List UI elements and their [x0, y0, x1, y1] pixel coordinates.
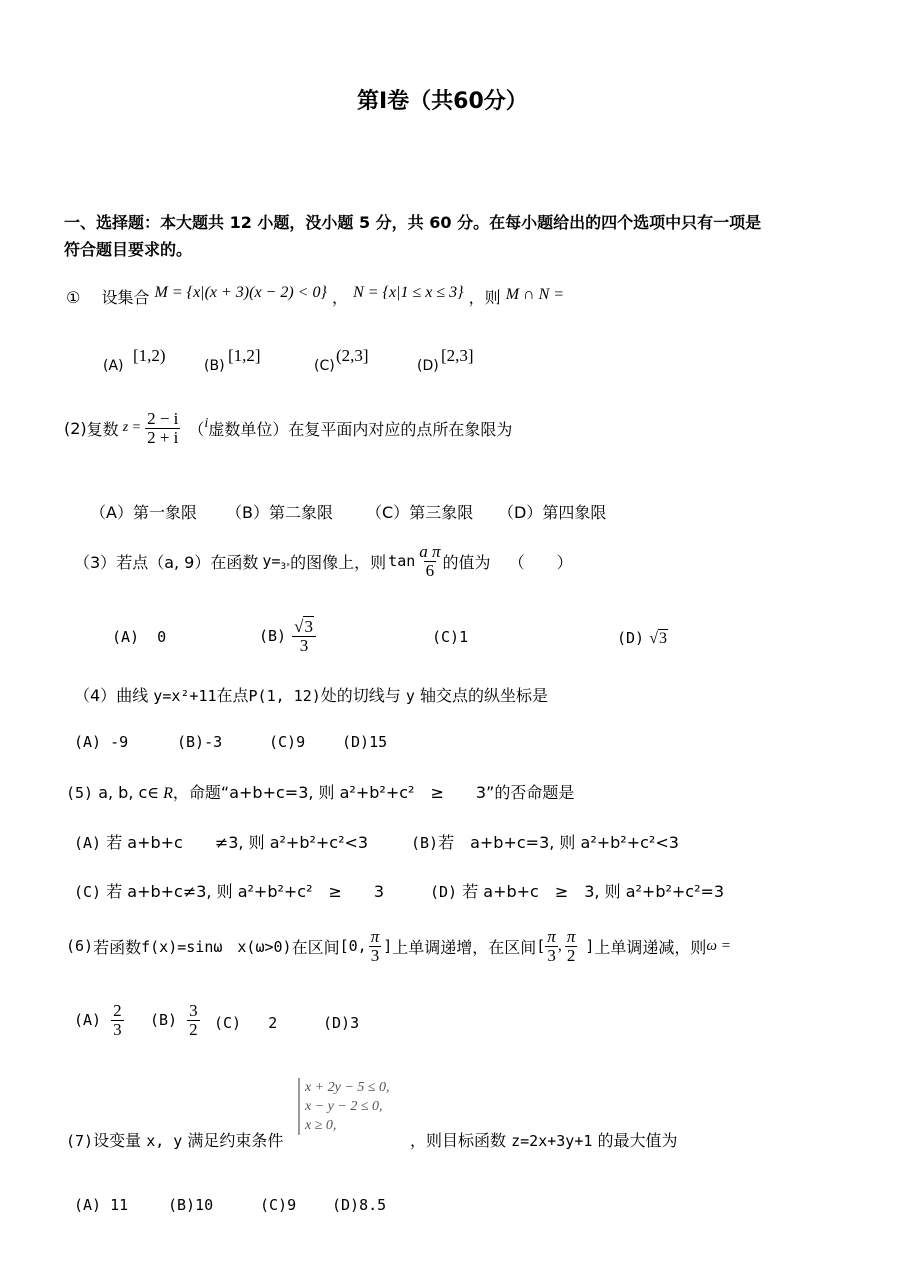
option-a: (A) 若 a+b+c ≠3, 则 a²+b²+c²<3: [74, 833, 369, 852]
option-b: (B)-3: [177, 733, 223, 751]
option-c: (C) 2: [214, 1014, 278, 1032]
fraction: $\frac{√3}{3}$: [292, 618, 316, 655]
question-text: 设集合: [101, 288, 150, 307]
option-c: (C): [314, 358, 335, 374]
function-label: y=: [262, 552, 281, 571]
curve-equation: y=x²+11: [153, 687, 217, 705]
function-subscript: 3ˣ: [280, 562, 291, 573]
set-m-expression: M = {x|(x + 3)(x − 2) < 0}: [154, 284, 327, 301]
section-heading-line1: 一、选择题：本大题共 12 小题，没小题 5 分，共 60 分。在每小题给出的四个选项中只有一项是: [64, 213, 762, 232]
question-7: (7)设变量 x, y 满足约束条件: [66, 1131, 284, 1150]
question-2: [64, 410, 512, 447]
option-c: (C)1: [432, 628, 469, 646]
fraction: $\frac{\pi}{2}$: [566, 927, 576, 965]
fraction: $\frac{\pi}{3}$: [547, 927, 556, 965]
option-d: （D）第四象限: [498, 503, 607, 522]
option-b: (B)若 a+b+c=3, 则 a²+b²+c²<3: [411, 833, 679, 852]
question-number: (2): [64, 418, 87, 438]
question-text: 复数: [86, 419, 119, 439]
question-text: （: [188, 419, 205, 439]
option-a: (A): [103, 358, 124, 374]
option-b: （B）第二象限: [226, 503, 333, 522]
option-b: (B): [204, 358, 225, 374]
option-a: （A）第一象限: [90, 503, 197, 522]
set-n-expression: N = {x|1 ≤ x ≤ 3}: [353, 284, 464, 301]
question-text: 的值为: [442, 552, 491, 572]
question-3: [74, 543, 573, 580]
option-a: (A) $\frac{2}{3}$: [74, 1001, 122, 1039]
question-number: ①: [66, 288, 81, 307]
fraction: $\frac{\pi}{3}$: [370, 927, 380, 965]
option-d: (D)15: [342, 733, 388, 751]
question-4: （4）曲线 y=x²+11在点P(1, 12)处的切线与 y 轴交点的纵坐标是: [74, 686, 549, 705]
question-text: 的图像上，则: [290, 552, 387, 572]
option-d-value: [2,3]: [441, 346, 474, 365]
intersection-expression: M ∩ N =: [505, 286, 565, 303]
option-a: (A) -9: [74, 733, 129, 751]
option-a: (A) 0: [112, 628, 167, 646]
option-a-value: [1,2): [133, 346, 166, 365]
question-1: [66, 285, 564, 308]
section-heading-line2: 符合题目要求的。: [64, 240, 193, 259]
answer-blank: （ ）: [508, 552, 573, 572]
imaginary-unit: i: [204, 416, 209, 432]
sqrt-expression: √3: [649, 630, 667, 647]
question-number: （3）: [74, 552, 117, 572]
question-6: (6) 若函数 f(x)=sinω x(ω>0) 在区间 [0, $\frac{\pi}{3}$ ] 上单调递增，在区间 [ $\frac{\pi}{3}$ , $\frac{\pi}{2}$ ] 上单调递减，则 ω =: [66, 927, 731, 965]
question-text: ，则: [468, 288, 501, 307]
option-c: （C）第三象限: [366, 503, 474, 522]
question-5: (5) a, b, c∈ R，命题“a+b+c=3, 则 a²+b²+c² ≥ 3”的否命题是: [66, 783, 575, 802]
z-symbol: z =: [122, 420, 142, 436]
option-d: (D)8.5: [332, 1196, 387, 1214]
option-c: (C)9: [260, 1196, 297, 1214]
option-d: (D) √3: [617, 629, 667, 647]
option-b: (B) $\frac{√3}{3}$: [259, 618, 316, 655]
option-b: (B)10: [168, 1196, 214, 1214]
point-label: P(1, 12): [248, 687, 321, 705]
constraint-system: x + 2y − 5 ≤ 0, x − y − 2 ≤ 0, x ≥ 0,: [298, 1078, 390, 1135]
option-b: (B) $\frac{3}{2}$: [150, 1001, 198, 1039]
option-b-value: [1,2]: [228, 346, 261, 365]
option-c: (C)9: [269, 733, 306, 751]
question-7-objective: ，则目标函数 z=2x+3y+1 的最大值为: [410, 1131, 678, 1150]
question-text: ，: [331, 288, 348, 307]
fraction: $\frac{\text{a π}}{6}$: [419, 542, 441, 580]
question-text: 若点（a, 9）在函数: [116, 552, 259, 572]
option-a: (A) 11: [74, 1196, 129, 1214]
option-c-value: (2,3]: [336, 346, 369, 365]
fraction: $\frac{2 - i}{2 + i}$: [147, 409, 179, 447]
option-c: (C) 若 a+b+c≠3, 则 a²+b²+c² ≥ 3: [74, 882, 385, 901]
tan-label: tan: [388, 552, 416, 571]
question-text: 虚数单位）在复平面内对应的点所在象限为: [208, 419, 513, 439]
option-d: (D) 若 a+b+c ≥ 3, 则 a²+b²+c²=3: [430, 882, 725, 901]
page-title: 第Ⅰ卷（共60分）: [357, 89, 528, 114]
option-d: (D): [417, 358, 439, 374]
option-d: (D)3: [323, 1014, 360, 1032]
function-expression: f(x)=sinω x(ω>0): [141, 937, 292, 956]
